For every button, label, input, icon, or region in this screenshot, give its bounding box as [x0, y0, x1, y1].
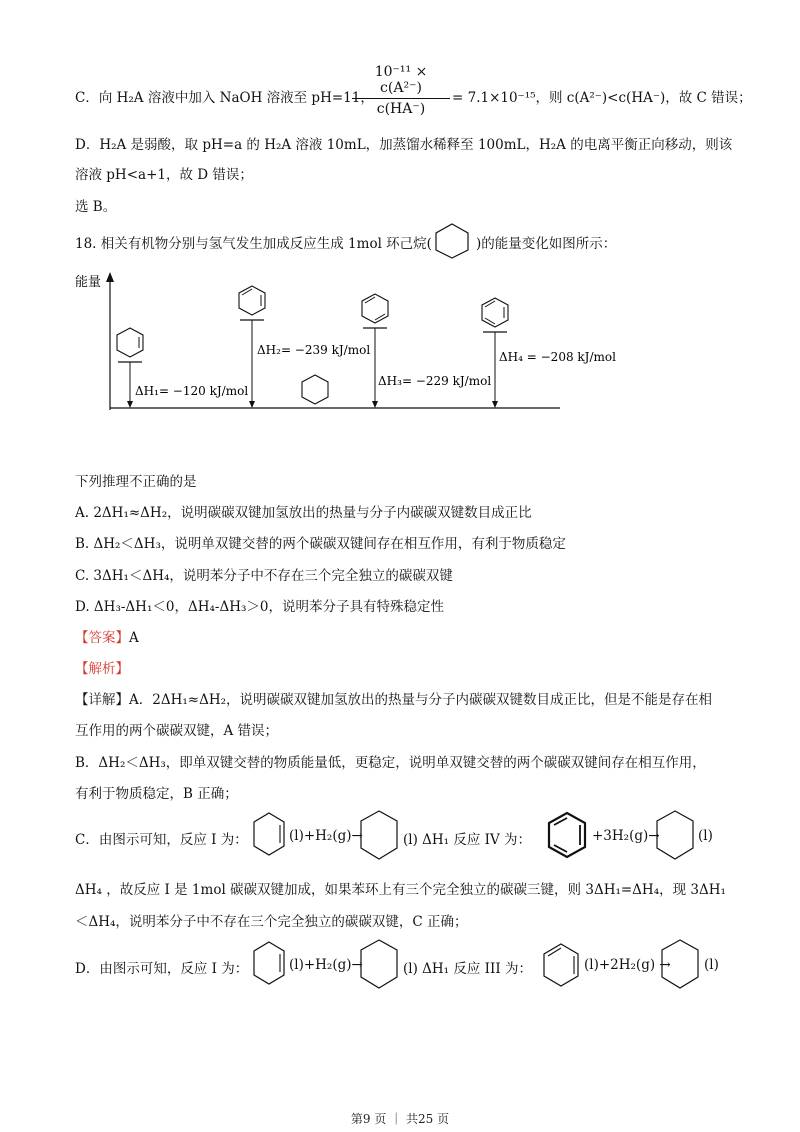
cyclohexene-icon	[251, 810, 287, 860]
option-d: D. ΔH₃-ΔH₁＜0，ΔH₄-ΔH₃＞0，说明苯分子具有特殊稳定性	[75, 599, 444, 615]
detail-d-mid1: (l)+H₂(g)→	[289, 957, 363, 973]
question-prompt: 下列推理不正确的是	[75, 474, 197, 490]
option-b: B. ΔH₂＜ΔH₃，说明单双键交替的两个碳碳双键间存在相互作用，有利于物质稳定	[75, 536, 566, 552]
question-18-text-a: 18. 相关有机物分别与氢气发生加成反应生成 1mol 环己烷(	[75, 236, 432, 252]
cyclohexane-icon	[302, 375, 328, 404]
detail-c-mid1: (l)+H₂(g)→	[289, 828, 363, 844]
detail-d-prefix: D．由图示可知，反应 I 为：	[75, 961, 249, 977]
option-d-line2: 溶液 pH<a+1，故 D 错误；	[75, 167, 253, 183]
detail-d-end: (l)	[704, 957, 719, 973]
option-a: A. 2ΔH₁≈ΔH₂，说明碳碳双键加氢放出的热量与分子内碳碳双键数目成正比	[75, 505, 532, 521]
detail-d-mid2: (l) ΔH₁ 反应 III 为：	[403, 961, 532, 977]
option-c: C. 3ΔH₁＜ΔH₄，说明苯分子中不存在三个完全独立的碳碳双键	[75, 568, 453, 584]
choose-line: 选 B。	[75, 199, 117, 215]
dh1-label: ΔH₁= −120 kJ/mol	[135, 384, 249, 398]
detail-line2: 互作用的两个碳碳双键，A 错误；	[75, 723, 279, 739]
cyclohexane-icon	[357, 808, 401, 862]
cyclohexene-icon	[251, 939, 287, 989]
answer-value: A	[129, 630, 139, 646]
detail-c-mid2: (l) ΔH₁ 反应 IV 为：	[403, 832, 532, 848]
cyclohexane-inline-icon	[432, 222, 472, 260]
fraction-numerator: 10⁻¹¹ × c(A²⁻)	[352, 64, 450, 99]
cyclohexane-icon	[357, 937, 401, 991]
fraction-denominator: c(HA⁻)	[376, 101, 426, 117]
cyclohexane-icon	[653, 808, 697, 862]
cyclohexane-icon	[658, 937, 702, 991]
answer-line	[75, 626, 139, 646]
cyclohexadiene-icon	[540, 941, 582, 989]
analysis-tag: 【解析】	[75, 661, 129, 677]
option-c-suffix: = 7.1×10⁻¹⁵，则 c(A²⁻)<c(HA⁻)，故 C 错误；	[452, 90, 752, 106]
cyclohexadiene-icon	[239, 286, 265, 315]
option-c-prefix: C．向 H₂A 溶液中加入 NaOH 溶液至 pH=11，	[75, 90, 374, 106]
detail-c-line2: ΔH₄ ，故反应 I 是 1mol 碳碳双键加成，如果苯环上有三个完全独立的碳碳三键，则 3ΔH₁=ΔH₄，现 3ΔH₁	[75, 882, 726, 898]
detail-line1: 【详解】A．2ΔH₁≈ΔH₂，说明碳碳双键加氢放出的热量与分子内碳碳双键数目成正比，但是不能是存在相	[75, 692, 713, 708]
energy-diagram	[70, 268, 616, 418]
cyclohexene-icon	[117, 328, 143, 357]
detail-d-mid3: (l)+2H₂(g) →	[584, 957, 671, 973]
detail-b-line1: B．ΔH₂＜ΔH₃，即单双键交替的物质能量低，更稳定，说明单双键交替的两个碳碳双键间存在相互作用，	[75, 755, 706, 771]
detail-c-line3: ＜ΔH₄，说明苯分子中不存在三个完全独立的碳碳双键，C 正确；	[75, 914, 468, 930]
detail-c-prefix: C．由图示可知，反应 I 为：	[75, 832, 248, 848]
energy-axis-label: 能量	[75, 275, 102, 290]
detail-b-line2: 有利于物质稳定，B 正确；	[75, 786, 238, 802]
detail-c-mid3: +3H₂(g)→	[592, 828, 660, 844]
dh4-label: ΔH₄ = −208 kJ/mol	[499, 350, 616, 364]
benzene-icon	[482, 298, 508, 327]
benzene-icon	[545, 810, 589, 860]
answer-tag: 【答案】	[75, 630, 129, 646]
energy-axis-arrow-icon	[106, 272, 114, 282]
cyclohexa-1-4-diene-icon	[362, 294, 388, 323]
question-18-text-b: )的能量变化如图所示：	[476, 236, 617, 252]
option-d-line1: D．H₂A 是弱酸，取 pH=a 的 H₂A 溶液 10mL，加蒸馏水稀释至 100mL，H₂A 的电离平衡正向移动，则该	[75, 137, 733, 153]
dh3-label: ΔH₃= −229 kJ/mol	[378, 374, 492, 388]
detail-c-end: (l)	[698, 828, 713, 844]
fraction	[352, 64, 450, 117]
dh2-label: ΔH₂= −239 kJ/mol	[257, 343, 371, 357]
page-footer: 第9 页 ｜ 共25 页	[350, 1112, 450, 1126]
